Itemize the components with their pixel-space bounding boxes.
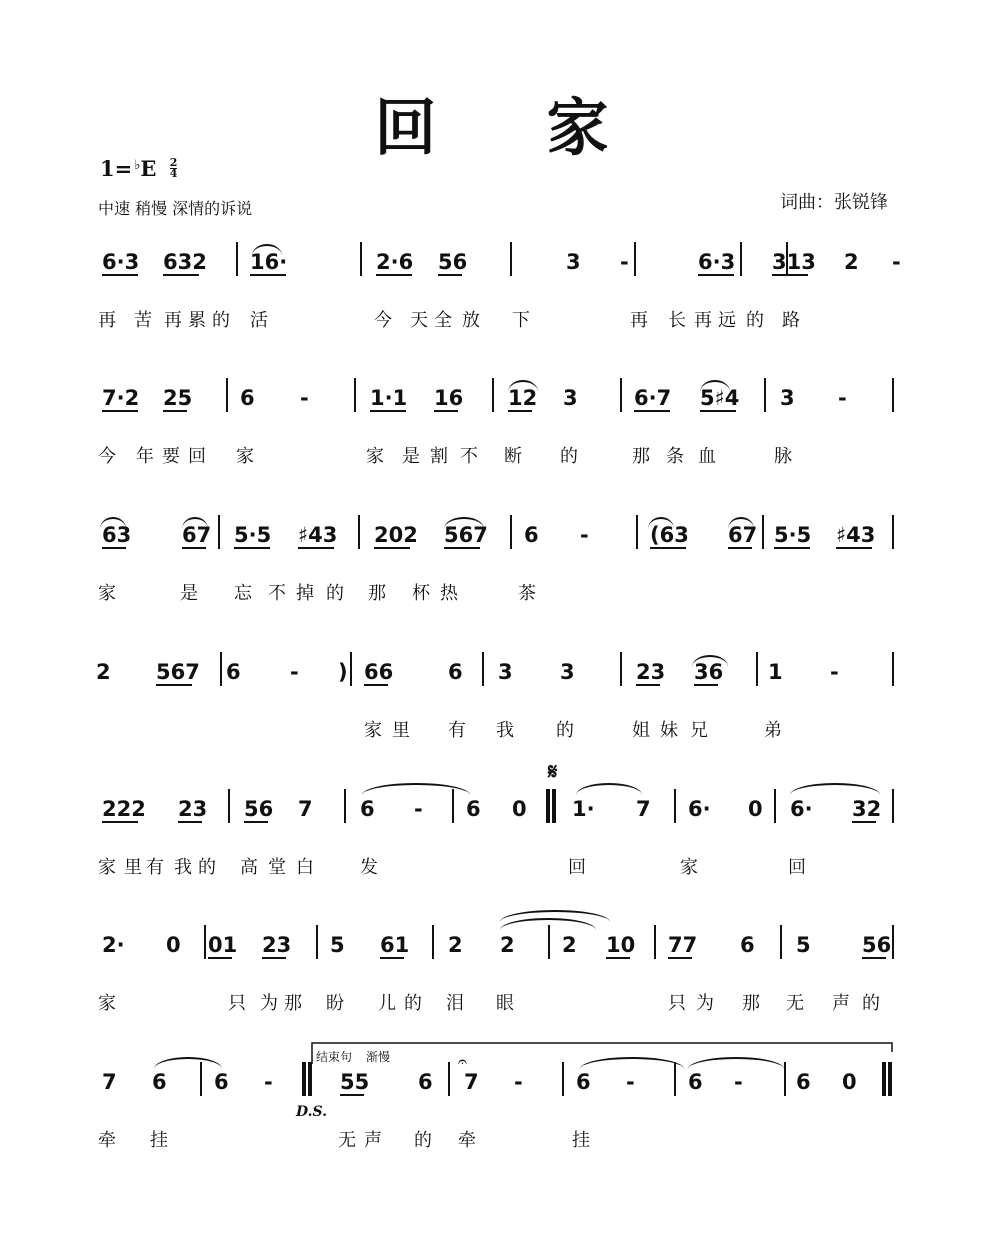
ds-mark: D.S. [296,1104,328,1120]
note-group: 23 [262,933,292,957]
note-group: 63 [102,523,132,547]
note-group: 5♯4 [700,386,740,410]
note-group: 23 [636,660,666,684]
lyric-syllable: 是 [180,583,198,604]
lyric-syllable: 有 [448,720,466,741]
lyric-syllable: 牵 [458,1130,476,1151]
note-group: 0 [842,1070,857,1094]
lyric-syllable: 那 [368,583,386,604]
lyric-syllable: 忘 [234,583,252,604]
note-group: 16· [250,250,288,274]
lyric-syllable: 无 [338,1130,356,1151]
note-group: 6 [740,933,755,957]
note-group: 2 [448,933,463,957]
note-group: 6 [418,1070,433,1094]
lyric-syllable: 的 [326,583,344,604]
note-group: 2· [102,933,125,957]
note-group: 5 [330,933,345,957]
slowing-label: 渐慢 [366,1050,391,1064]
note-group: 6 [240,386,255,410]
note-group: 1 [768,660,783,684]
lyric-syllable: 今 [374,310,392,331]
lyric-syllable: 今 [98,446,116,467]
note-group: 3 [563,386,578,410]
note-group: 7 [102,1070,117,1094]
lyric-syllable: 儿 [378,993,396,1014]
lyric-syllable: 放 [462,310,480,331]
note-group: 56 [862,933,892,957]
note-group: 12 [508,386,538,410]
lyric-syllable: 年 [136,446,154,467]
key-letter: E [140,156,157,181]
note-group: 222 [102,797,146,821]
note-group: 66 [364,660,394,684]
lyric-syllable: 的 [862,993,880,1014]
lyric-syllable: 那 [742,993,760,1014]
note-group: 7 [298,797,313,821]
lyric-syllable: 的 [556,720,574,741]
lyric-syllable: 茶 [518,583,536,604]
note-group: - [620,250,629,274]
note-group: 6· [688,797,711,821]
lyric-syllable: 再 [630,310,648,331]
note-group: 32 [852,797,882,821]
note-group: 6·3 [698,250,736,274]
lyric-syllable: 那 [284,993,302,1014]
lyric-syllable: 远 [718,310,736,331]
lyric-syllable: 的 [746,310,764,331]
note-group: 36 [694,660,724,684]
note-group: 3 [498,660,513,684]
lyric-syllable: 里 [392,720,410,741]
note-group: 7 [464,1070,479,1094]
note-group: 1·1 [370,386,408,410]
lyric-syllable: 断 [504,446,522,467]
lyric-syllable: 掉 [296,583,314,604]
lyric-syllable: 回 [188,446,206,467]
note-group: ♯43 [298,523,338,547]
lyric-syllable: 回 [788,857,806,878]
fermata-sign: 𝄐 [458,1052,467,1071]
note-group: 67 [728,523,758,547]
note-group: 5 [796,933,811,957]
lyric-syllable: 牵 [98,1130,116,1151]
note-group: 5·5 [234,523,272,547]
lyric-syllable: 全 [434,310,452,331]
note-group: 6 [226,660,241,684]
lyric-syllable: 挂 [572,1130,590,1151]
lyric-syllable: 姐 [632,720,650,741]
lyric-syllable: 堂 [268,857,286,878]
lyric-syllable: 弟 [764,720,782,741]
note-group: - [264,1070,273,1094]
note-group: - [838,386,847,410]
lyric-syllable: 有 [146,857,164,878]
note-group: 23 [178,797,208,821]
lyricist-composer: 词曲：张锐锋 [780,192,888,213]
note-group: 6·3 [102,250,140,274]
note-group: 56 [438,250,468,274]
song-title: 回家 [374,91,719,164]
note-group: 6 [576,1070,591,1094]
note-group: - [626,1070,635,1094]
note-group: 632 [163,250,207,274]
lyric-syllable: 长 [668,310,686,331]
note-group: 6 [524,523,539,547]
lyric-syllable: 白 [296,857,314,878]
lyric-syllable: 家 [98,583,116,604]
note-group: 6 [152,1070,167,1094]
time-bottom: 4 [169,167,178,180]
note-group: 1· [572,797,595,821]
lyric-syllable: 条 [666,446,684,467]
note-group: 313 [772,250,816,274]
lyric-syllable: 不 [268,583,286,604]
note-group: 25 [163,386,193,410]
lyric-syllable: 家 [98,993,116,1014]
note-group: 2 [844,250,859,274]
note-group: 6 [466,797,481,821]
lyric-syllable: 发 [360,857,378,878]
lyric-syllable: 为 [260,993,278,1014]
lyric-syllable: 路 [782,310,800,331]
note-group: 2·6 [376,250,414,274]
lyric-syllable: 血 [698,446,716,467]
lyric-syllable: 的 [560,446,578,467]
key-base: 1= [100,156,133,181]
note-group: 2 [500,933,515,957]
lyric-syllable: 的 [198,857,216,878]
segno-sign: 𝄋 [548,760,558,785]
note-group: 202 [374,523,418,547]
note-group: 3 [566,250,581,274]
note-group: 2 [562,933,577,957]
lyric-syllable: 再 [694,310,712,331]
note-group: 10 [606,933,636,957]
lyric-syllable: 再 [164,310,182,331]
note-group: 6·7 [634,386,672,410]
note-group: 6 [688,1070,703,1094]
note-group: - [300,386,309,410]
lyric-syllable: 的 [414,1130,432,1151]
lyric-syllable: 要 [162,446,180,467]
note-group: - [734,1070,743,1094]
lyric-syllable: 的 [404,993,422,1014]
lyric-syllable: 苦 [134,310,152,331]
note-group: 16 [434,386,464,410]
lyric-syllable: 那 [632,446,650,467]
note-group: 77 [668,933,698,957]
lyric-syllable: 眼 [496,993,514,1014]
note-group: 6 [448,660,463,684]
lyric-syllable: 累 [188,310,206,331]
lyric-syllable: 家 [98,857,116,878]
flat-sign: ♭ [134,158,141,173]
note-group: 7·2 [102,386,140,410]
note-group: 6· [790,797,813,821]
note-group: ♯43 [836,523,876,547]
lyric-syllable: 我 [174,857,192,878]
lyric-syllable: 盼 [326,993,344,1014]
lyric-syllable: 杯 [412,583,430,604]
lyric-syllable: 里 [124,857,142,878]
lyric-syllable: 割 [430,446,448,467]
lyric-syllable: 家 [364,720,382,741]
note-group: 567 [156,660,200,684]
note-group: 01 [208,933,238,957]
note-group: 3 [560,660,575,684]
lyric-syllable: 为 [696,993,714,1014]
note-group: 67 [182,523,212,547]
note-group: 0 [166,933,181,957]
lyric-syllable: 我 [496,720,514,741]
lyric-syllable: 是 [402,446,420,467]
lyric-syllable: 泪 [446,993,464,1014]
lyric-syllable: 的 [212,310,230,331]
lyric-syllable: 妹 [660,720,678,741]
lyric-syllable: 只 [668,993,686,1014]
note-group: 5·5 [774,523,812,547]
note-group: 7 [636,797,651,821]
note-group: 2 [96,660,111,684]
lyric-syllable: 高 [240,857,258,878]
lyric-syllable: 兄 [690,720,708,741]
note-group: 6 [360,797,375,821]
note-group: - [290,660,299,684]
lyric-syllable: 家 [680,857,698,878]
note-group: ) [338,660,348,684]
note-group: 56 [244,797,274,821]
note-group: - [580,523,589,547]
note-group: - [830,660,839,684]
lyric-syllable: 无 [786,993,804,1014]
note-group: 6 [214,1070,229,1094]
lyric-syllable: 挂 [150,1130,168,1151]
lyric-syllable: 天 [410,310,428,331]
note-group: (63 [650,523,689,547]
lyric-syllable: 下 [512,310,530,331]
tempo-marking: 中速 稍慢 深情的诉说 [98,199,253,218]
lyric-syllable: 只 [228,993,246,1014]
lyric-syllable: 声 [364,1130,382,1151]
time-top: 2 [169,156,178,169]
note-group: 0 [748,797,763,821]
ending-label: 结束句 [316,1050,353,1064]
lyric-syllable: 家 [366,446,384,467]
note-group: - [892,250,901,274]
note-group: 0 [512,797,527,821]
note-group: - [514,1070,523,1094]
note-group: 6 [796,1070,811,1094]
note-group: 3 [780,386,795,410]
note-group: - [414,797,423,821]
lyric-syllable: 再 [98,310,116,331]
lyric-syllable: 家 [236,446,254,467]
note-group: 55 [340,1070,370,1094]
lyric-syllable: 热 [440,583,458,604]
lyric-syllable: 脉 [774,446,792,467]
lyric-syllable: 不 [460,446,478,467]
lyric-syllable: 活 [250,310,268,331]
note-group: 61 [380,933,410,957]
lyric-syllable: 声 [832,993,850,1014]
note-group: 567 [444,523,488,547]
lyric-syllable: 回 [568,857,586,878]
